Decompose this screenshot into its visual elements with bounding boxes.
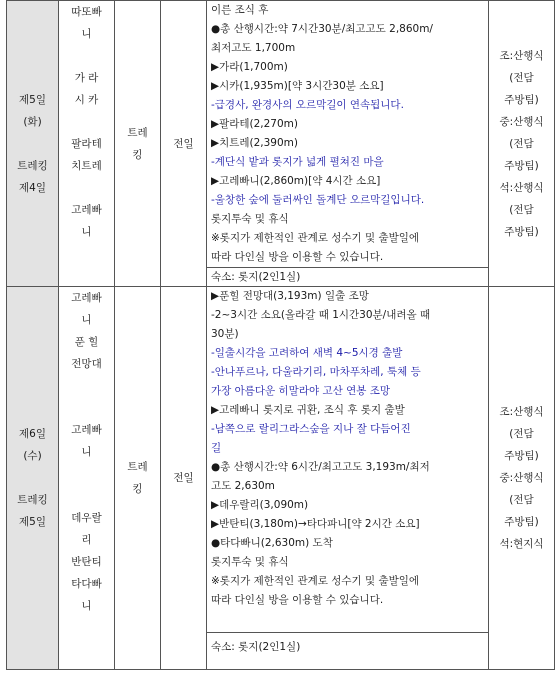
day6-meal-cell [489,287,555,670]
day-label: 제6일 [19,428,46,440]
trek-day-label: 제4일 [19,181,46,194]
weekday-label: (수) [23,450,42,462]
trek-label: 트레킹 [17,159,48,172]
day5-type-cell [115,1,161,287]
meal-line: 주방팀) [504,516,539,528]
detail-line: -2~3시간 소요(올라갈 때 1시간30분/내려올 때 [211,309,431,321]
place-line: 푼 힐 [74,336,99,348]
detail-line: ▶데우랄리(3,090m) [211,499,309,511]
day5-meal-cell [489,1,555,287]
meal-line: 조:산행식 [499,49,544,62]
day6-transport-cell [161,287,207,670]
detail-line: 따라 다인실 방을 이용할 수 있습니다. [211,594,384,606]
detail-note: -일출시각을 고려하여 새벽 4~5시경 출발 [211,347,403,359]
day5-place-cell [59,1,115,287]
day6-row [7,287,555,670]
place-line: 니 [81,446,92,458]
detail-line: ▶시카(1,935m)[약 3시간30분 소요] [211,80,384,92]
place-line: 전망대 [71,358,102,370]
detail-note: -급경사, 완경사의 오르막길이 연속됩니다. [211,99,404,111]
detail-note: 길 [211,442,222,454]
meal-line: 조:산행식 [499,406,544,418]
detail-line: ▶고레빠니(2,860m)[약 4시간 소요] [211,175,381,187]
day6-type-cell [115,287,161,670]
meal-line: 주방팀) [504,225,539,238]
detail-line: 최저고도 1,700m [211,42,296,54]
meal-line: 중:산행식 [499,472,544,484]
itinerary-table [6,0,555,670]
day-label: 제5일 [19,93,46,106]
detail-line: ●총 산행시간:약 7시간30분/최고고도 2,860m/ [211,23,433,35]
place-line: 고레빠 [71,204,102,216]
meal-line: (전담 [509,137,534,150]
detail-line: 고도 2,630m [211,480,275,492]
place-line: 고레빠 [71,292,102,304]
place-line: 데우랄 [71,512,102,524]
detail-line: ▶치트레(2,390m) [211,137,298,149]
place-line [59,111,114,133]
lodging-info: 숙소: 롯지(2인1실) [207,267,488,286]
meal-line: 주방팀) [504,93,539,106]
detail-line: ※롯지가 제한적인 관계로 성수기 및 출발일에 [211,575,420,587]
detail-line: ▶팔라테(2,270m) [211,118,298,130]
trek-label: 트레킹 [17,494,48,506]
transport-label: 전일 [173,137,194,150]
detail-note: -계단식 밭과 롯지가 넓게 펼쳐진 마을 [211,156,384,168]
day5-row [7,1,555,287]
detail-line: 이른 조식 후 [211,4,269,16]
place-line [59,375,114,397]
detail-line: ●총 산행시간:약 6시간/최고고도 3,193m/최저 [211,461,430,473]
place-line: 니 [81,226,92,238]
meal-line: 석:산행식 [499,181,544,194]
place-line: 리 [81,534,92,546]
lodging-info: 숙소: 롯지(2인1실) [207,632,488,661]
type-line: 트레 [127,126,148,139]
day5-transport-cell [161,1,207,287]
place-line: 고레빠 [71,424,102,436]
day5-detail-cell [207,1,489,287]
trek-day-label: 제5일 [19,516,46,528]
detail-line: ●타다빠니(2,630m) 도착 [211,537,333,549]
place-line: 반탄티 [71,556,102,568]
meal-line: (전담 [509,494,534,506]
meal-line: 중:산행식 [499,115,544,128]
detail-line: ▶반탄티(3,180m)→타다파니[약 2시간 소요] [211,518,420,530]
detail-note: -남쪽으로 랄리그라스숲을 지나 잘 다듬어진 [211,423,411,435]
detail-line: 롯지투숙 및 휴식 [211,213,289,225]
day6-place-cell [59,287,115,670]
place-line: 가 라 [74,72,99,84]
detail-line: ▶가라(1,700m) [211,61,288,73]
detail-note: -안나푸르나, 다울라기리, 마차푸차레, 툭체 등 [211,366,421,378]
meal-line: (전담 [509,428,534,440]
detail-line: 롯지투숙 및 휴식 [211,556,289,568]
place-line: 치트레 [71,160,102,172]
detail-note: -울창한 숲에 둘러싸인 돌계단 오르막길입니다. [211,194,425,206]
meal-line: 주방팀) [504,159,539,172]
place-line: 시 카 [74,94,99,106]
place-line: 따또빠 [71,6,102,18]
weekday-label: (화) [23,115,42,128]
place-line [59,177,114,199]
type-line: 킹 [132,148,143,161]
place-line: 팔라테 [71,138,102,150]
place-line [59,45,114,67]
detail-line: ▶푼힐 전망대(3,193m) 일출 조망 [211,290,369,302]
type-line: 킹 [132,483,143,495]
day5-day-cell [7,1,59,287]
place-line: 타다빠 [71,578,102,590]
meal-line: 주방팀) [504,450,539,462]
place-line [59,397,114,419]
day6-detail-cell [207,287,489,670]
detail-note: 가장 아름다운 히말라야 고산 연봉 조망 [211,385,390,397]
detail-line: ▶고레빠니 롯지로 귀환, 조식 후 롯지 출발 [211,404,405,416]
place-line [59,485,114,507]
place-line: 니 [81,600,92,612]
place-line [59,463,114,485]
place-line: 니 [81,314,92,326]
meal-line: (전담 [509,203,534,216]
place-line: 니 [81,28,92,40]
type-line: 트레 [127,461,148,473]
detail-line: 따라 다인실 방을 이용할 수 있습니다. [211,251,384,263]
detail-line: ※롯지가 제한적인 관계로 성수기 및 출발일에 [211,232,420,244]
day6-day-cell [7,287,59,670]
transport-label: 전일 [173,472,194,484]
meal-line: (전담 [509,71,534,84]
meal-line: 석:현지식 [499,538,544,550]
detail-line: 30분) [211,328,239,340]
